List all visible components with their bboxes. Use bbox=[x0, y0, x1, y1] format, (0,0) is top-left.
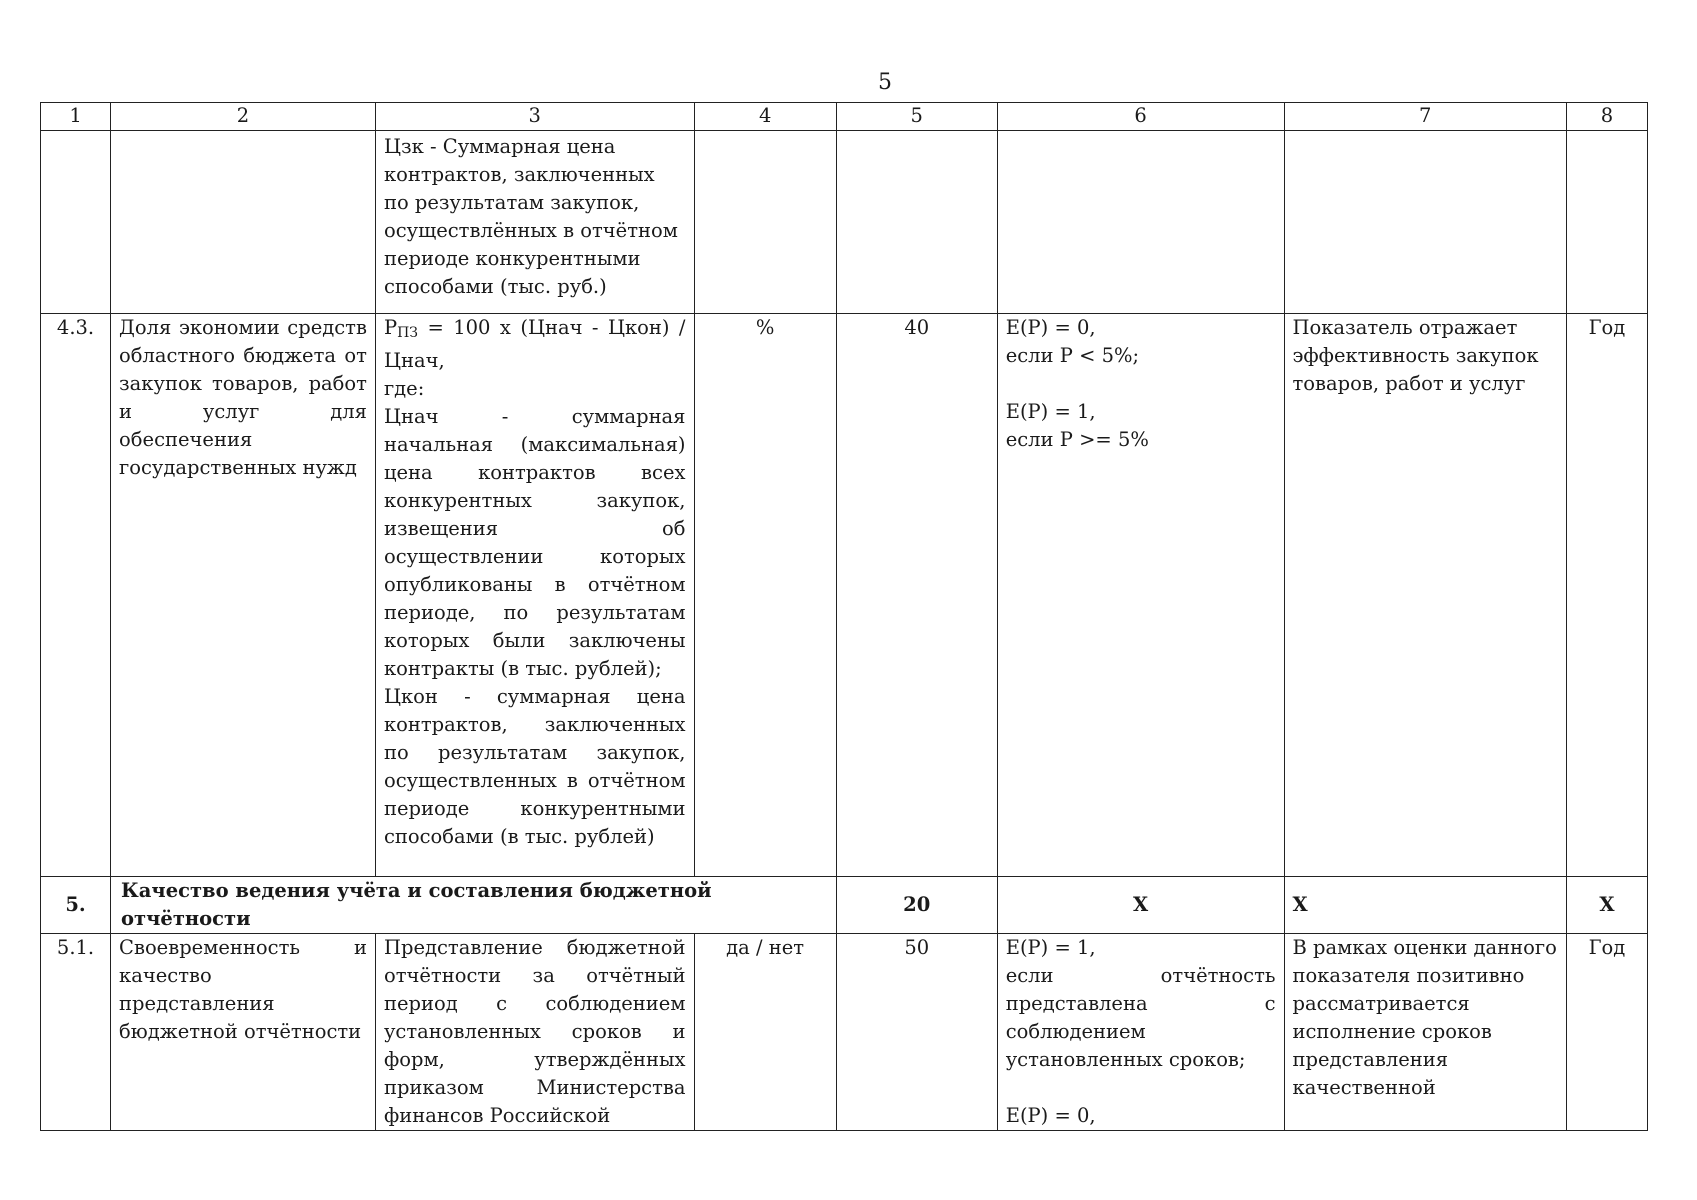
column-number: 5 bbox=[836, 103, 997, 131]
cell-empty bbox=[41, 131, 111, 314]
period-cell: Год bbox=[1566, 934, 1647, 1131]
formula-line bbox=[384, 314, 686, 375]
table-row-section-5 bbox=[41, 877, 1648, 934]
formula-rest: = 100 x (Цнач - Цкон) / Цнач, bbox=[383, 316, 686, 372]
cell-empty bbox=[836, 131, 997, 314]
cross-cell: X bbox=[1566, 877, 1647, 934]
column-number: 8 bbox=[1566, 103, 1647, 131]
column-number: 3 bbox=[375, 103, 694, 131]
unit-cell: % bbox=[694, 314, 836, 877]
cell-empty bbox=[1284, 131, 1566, 314]
evaluation-line: если отчётность представлена с соблюдением установленных сроков; bbox=[1005, 964, 1276, 1071]
section-title: Качество ведения учёта и составления бюджетной отчётности bbox=[111, 877, 837, 934]
formula-cell: Представление бюджетной отчётности за отчётный период с соблюдением установленных сроков и форм, утверждённых приказом Министерства финансов Российской bbox=[375, 934, 694, 1131]
evaluation-line: E(P) = 0, bbox=[1005, 1104, 1096, 1127]
page-number: 5 bbox=[878, 70, 892, 95]
table-row-5-1 bbox=[41, 934, 1648, 1131]
column-number: 6 bbox=[997, 103, 1284, 131]
table-row-4-3 bbox=[41, 314, 1648, 877]
formula-subscript: ПЗ bbox=[397, 325, 419, 341]
cell-empty bbox=[694, 131, 836, 314]
cell-empty bbox=[111, 131, 376, 314]
formula-cell: Цзк - Суммарная цена контрактов, заключенных по результатам закупок, осуществлённых в отчётном периоде конкурентными способами (тыс. руб.) bbox=[375, 131, 694, 314]
row-number: 4.3. bbox=[41, 314, 111, 877]
period-cell: Год bbox=[1566, 314, 1647, 877]
cell-empty bbox=[997, 131, 1284, 314]
weight-cell: 20 bbox=[836, 877, 997, 934]
column-number: 7 bbox=[1284, 103, 1566, 131]
formula-body: где: Цнач - суммарная начальная (максимальная) цена контрактов всех конкурентных закупок, извещения об осуществлении которых опубликованы в отчётном периоде, по результатам которых были заключены контракты (в тыс. рублей); Цкон - суммарная цена контрактов, заключенных по результатам закупок, осуществленных в отчётном периоде конкурентными способами (в тыс. рублей) bbox=[383, 377, 686, 848]
evaluation-cell bbox=[997, 934, 1284, 1131]
indicators-table bbox=[40, 102, 1648, 1131]
formula-symbol: P bbox=[383, 316, 398, 339]
column-number: 2 bbox=[111, 103, 376, 131]
indicator-name: Своевременность и качество представления бюджетной отчётности bbox=[111, 934, 376, 1131]
unit-cell: да / нет bbox=[694, 934, 836, 1131]
evaluation-line: E(P) = 1, bbox=[1005, 936, 1096, 959]
section-number: 5. bbox=[41, 877, 111, 934]
row-number: 5.1. bbox=[41, 934, 111, 1131]
column-numbers-header bbox=[41, 103, 1648, 131]
evaluation-cell: E(P) = 0, если P < 5%; E(P) = 1, если P >= 5% bbox=[997, 314, 1284, 877]
indicator-name: Доля экономии средств областного бюджета от закупок товаров, работ и услуг для обеспечения государственных нужд bbox=[111, 314, 376, 877]
column-number: 4 bbox=[694, 103, 836, 131]
weight-cell: 40 bbox=[836, 314, 997, 877]
cross-cell: X bbox=[997, 877, 1284, 934]
formula-cell bbox=[375, 314, 694, 877]
table-row-continuation bbox=[41, 131, 1648, 314]
cell-empty bbox=[1566, 131, 1647, 314]
weight-cell: 50 bbox=[836, 934, 997, 1131]
comment-cell: В рамках оценки данного показателя позитивно рассматривается исполнение сроков представления качественной bbox=[1284, 934, 1566, 1131]
cross-cell: X bbox=[1284, 877, 1566, 934]
column-number: 1 bbox=[41, 103, 111, 131]
comment-cell: Показатель отражает эффективность закупок товаров, работ и услуг bbox=[1284, 314, 1566, 877]
